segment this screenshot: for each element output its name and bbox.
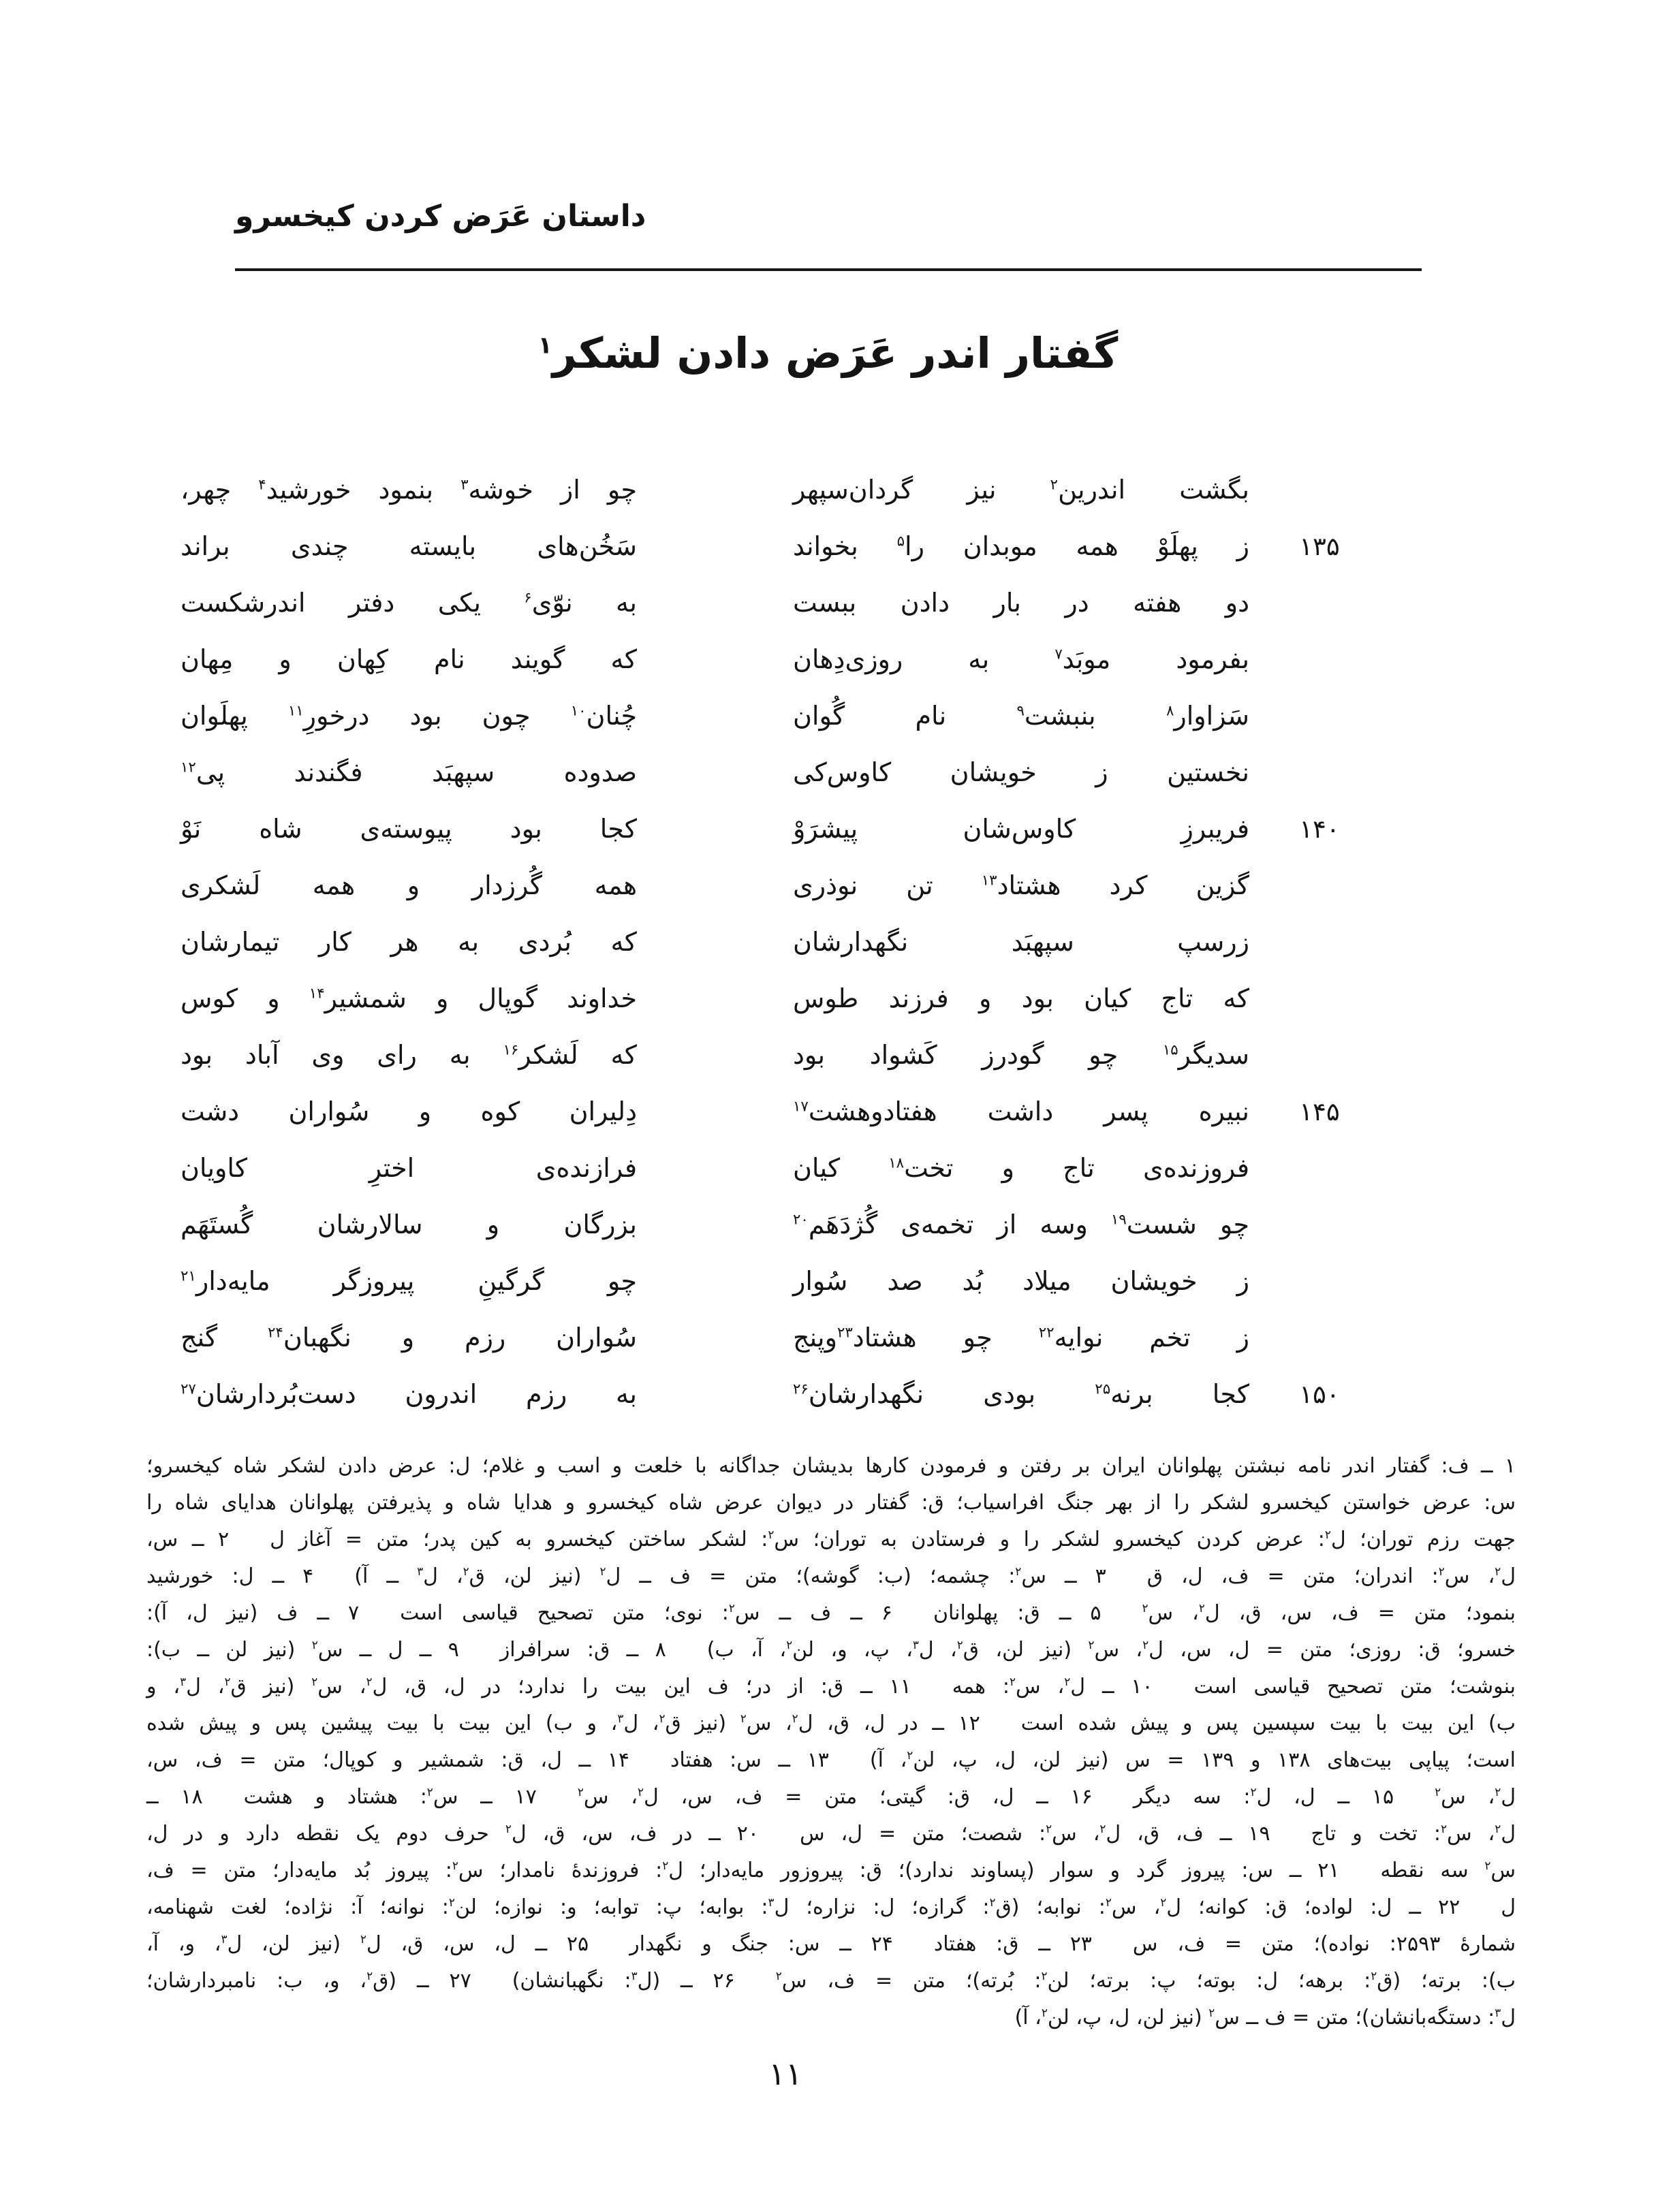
footnotes: [146, 1448, 1516, 2036]
verse-row: [0, 575, 1656, 631]
hemistich-right: نبیره پسر داشت هفتادوهشت$^{۱۷}$: [793, 1096, 1249, 1126]
verse-row: [0, 914, 1656, 970]
hemistich-left: فرازنده‌ی اخترِ کاویان: [181, 1153, 637, 1183]
hemistich-right: نخستین ز خویشان کاوس‌کی: [793, 757, 1249, 787]
verse-number: [1288, 914, 1351, 970]
footnote-line: بنوشت؛ متن تصحیح قیاسی است ۱۰ ــ ل$^۲$، س$^۲$: همه ۱۱ ــ ق: از در؛ ف این بیت را ندارد؛ در ل، ق، ل$^۲$، س$^۲$ (نیز ق$^۲$، ل$^۳$، و: [146, 1675, 1516, 1698]
hemistich-right: گزین کرد هشتاد$^{۱۳}$ تن نوذری: [793, 870, 1250, 900]
footnote-line: س: عرض خواستن کیخسرو لشکر را از بهر جنگ افراسیاب؛ ق: گفتار در دیوان عرض شاه کیخسرو و هدایا شاه و پذیرفتن پهلوانان هدایای شاه را: [146, 1491, 1516, 1515]
hemistich-right: ز پهلَوْ همه موبدان را$^۵$ بخواند: [793, 531, 1249, 561]
footnote-line: ل$^۳$: دستگه‌بانشان)؛ متن = ف ــ س$^۲$ (نیز لن، ل، پ، لن$^۲$، آ): [1014, 2006, 1516, 2029]
verse-row: [0, 688, 1656, 744]
footnote-line: س$^۲$ سه نقطه ۲۱ ــ س: پیروز گرد و سوار (پساوند ندارد)؛ ق: پیروزور مایه‌دار؛ ل$^۲$: فروزندهٔ نامدار؛ س$^۲$: پیروز بُد مایه‌دار؛ متن = ف،: [146, 1859, 1516, 1882]
verse-row: [0, 970, 1656, 1027]
hemistich-left: که لَشکر$^{۱۶}$ به رای وی آباد بود: [181, 1040, 637, 1070]
verse-row: [0, 518, 1656, 575]
running-header: داستان عَرَض کردن کیخسرو: [235, 199, 646, 234]
footnote-line: بنمود؛ متن = ف، س، ق، ل$^۲$، س$^۲$ ۵ ــ ق: پهلوانان ۶ ــ ف ــ س$^۲$: نوی؛ متن تصحیح قیاسی است ۷ ــ ف (نیز ل، آ):: [146, 1601, 1516, 1625]
verse-number: [1288, 1140, 1351, 1197]
hemistich-right: که تاج کیان بود و فرزند طوس: [793, 983, 1249, 1013]
verse-row: [0, 1084, 1656, 1140]
hemistich-right: ز خویشان میلاد بُد صد سُوار: [793, 1266, 1249, 1296]
hemistich-left: بزرگان و سالارشان گُستَهَم: [181, 1210, 637, 1239]
verse-row: [0, 631, 1656, 688]
hemistich-right: فروزنده‌ی تاج و تخت$^{۱۸}$ کیان: [793, 1153, 1249, 1183]
footnote-line: ب) این بیت با بیت سپسین پس و پیش شده است ۱۲ ــ در ل، ق، ل$^۲$، س$^۲$ (نیز ق$^۲$، ل$^۳$، و ب) این بیت با بیت پیشین پس و پیش شده: [146, 1711, 1516, 1735]
footnote-line: ل$^۲$، س$^۲$ ۱۵ ــ ل، ل$^۲$: سه دیگر ۱۶ ــ ل، ق: گیتی؛ متن = ف، س، ل$^۲$، س$^۲$ ۱۷ ــ س$^۲$: هشتاد و هشت ۱۸ ــ: [146, 1785, 1516, 1809]
verse-number: [1288, 744, 1351, 801]
hemistich-left: چو از خوشه$^۳$ بنمود خورشید$^۴$ چهر،: [181, 475, 637, 505]
hemistich-right: فریبرزِ کاوس‌شان پیشرَوْ: [793, 814, 1249, 844]
verse-number: ۱۳۵: [1299, 532, 1340, 561]
verse-row: [0, 462, 1656, 518]
hemistich-right: دو هفته در بار دادن ببست: [793, 588, 1249, 618]
hemistich-right: زرسپ سپهبَد نگهدارشان: [793, 927, 1249, 957]
verse-row: [0, 1140, 1656, 1197]
footnote-line: خسرو؛ ق: روزی؛ متن = ل، س، ل$^۲$، س$^۲$ (نیز لن، ق$^۲$، ل$^۳$، پ، و، لن$^۲$، آ، ب) ۸ ــ ق: سرافراز ۹ ــ ل ــ س$^۲$ (نیز لن ــ ب):: [146, 1638, 1516, 1662]
hemistich-right: چو شست$^{۱۹}$ وسه از تخمه‌ی گُژدَهَم$^{۲۰}$: [793, 1210, 1249, 1239]
verse-number: [1288, 462, 1351, 518]
footnote-line: ۱ ــ ف: گفتار اندر نامه نبشتن پهلوانان ایران بر رفتن و فرمودن کارها بدیشان جداگانه با خلعت و اسب و غلام؛ ل: عرض دادن لشکر شاه کیخسرو؛: [146, 1454, 1516, 1478]
verse-row: [0, 744, 1656, 801]
footnote-line: است؛ پیاپی بیت‌های ۱۳۸ و ۱۳۹ = س (نیز لن، ل، پ، لن$^۲$، آ) ۱۳ ــ س: هفتاد ۱۴ ــ ل، ق: شمشیر و کوپال؛ متن = ف، س،: [146, 1748, 1516, 1772]
verse-number: [1288, 1310, 1351, 1366]
hemistich-right: سدیگر$^{۱۵}$ چو گودرز کَشواد بود: [793, 1040, 1249, 1070]
hemistich-left: کجا بود پیوسته‌ی شاه نَوْ: [181, 814, 637, 844]
verse-number: [1288, 575, 1351, 631]
hemistich-right: سَزاوار$^۸$ بنبشت$^۹$ نام گُوان: [793, 701, 1249, 731]
hemistich-left: به رزم اندرون دست‌بُردارشان$^{۲۷}$: [181, 1379, 637, 1409]
hemistich-left: صدوده سپهبَد فگندند پی$^{۱۲}$: [181, 757, 637, 787]
verse-row: [0, 1310, 1656, 1366]
footnote-line: جهت رزم توران؛ ل$^۲$: عرض کردن کیخسرو لشکر را و فرستادن به توران؛ س$^۲$: لشکر ساختن کیخسرو به کین پدر؛ متن = آغاز ل ۲ ــ س،: [146, 1528, 1516, 1551]
hemistich-left: سَخُن‌های بایسته چندی براند: [181, 531, 637, 561]
verse-row: [0, 801, 1656, 857]
footnote-line: ب): برته؛ (ق$^۲$: برهه؛ ل: بوته؛ پ: برته؛ لن$^۲$: بُرته)؛ متن = ف، س$^۲$ ۲۶ ــ (ل$^۳$: نگهبانشان) ۲۷ ــ (ق$^۲$، و، ب: نامبردارشان؛: [146, 1969, 1516, 1993]
verse-row: [0, 1253, 1656, 1310]
verse-number: [1288, 1253, 1351, 1310]
verse-row: [0, 1366, 1656, 1423]
footnote-line: شمارهٔ ۲۵۹۳: نواده)؛ متن = ف، س ۲۳ ــ ق: هفتاد ۲۴ ــ س: جنگ و نگهدار ۲۵ ــ ل، س، ق، ل$^۲$ (نیز لن، ل$^۳$، و، آ،: [146, 1932, 1516, 1956]
verse-row: [0, 1197, 1656, 1253]
footnote-line: ل$^۲$، س$^۲$: اندران؛ متن = ف، ل، ق ۳ ــ س$^۲$: چشمه؛ (ب: گوشه)؛ متن = ف ــ ل$^۲$ (نیز لن، ق$^۲$، ل$^۳$ ــ آ) ۴ ــ ل: خورشید: [146, 1564, 1516, 1588]
page-number: ۱۱: [768, 2055, 802, 2092]
hemistich-right: ز تخم نوایه$^{۲۲}$ چو هشتاد$^{۲۳}$وپنج: [793, 1323, 1249, 1353]
hemistich-left: که بُردی به هر کار تیمارشان: [181, 927, 637, 957]
header-rule: [235, 268, 1422, 271]
verse-number: ۱۴۰: [1299, 815, 1340, 844]
verse-number: [1288, 688, 1351, 744]
hemistich-right: کجا برنه$^{۲۵}$ بودی نگهدارشان$^{۲۶}$: [793, 1379, 1249, 1409]
hemistich-left: به نوّی$^۶$ یکی دفتر اندرشکست: [181, 588, 637, 618]
verse-number: [1288, 1197, 1351, 1253]
hemistich-left: چو گرگینِ پیروزگر مایه‌دار$^{۲۱}$: [181, 1266, 637, 1296]
footnote-line: ل ۲۲ ــ ل: لواده؛ ق: کوانه؛ ل$^۲$، س$^۲$: نوابه؛ (ق$^۲$: گرازه؛ ل: نزاره؛ ل$^۳$: بوابه؛ پ: توابه؛ و: نوازه؛ لن$^۲$: نوانه؛ آ: نژاده؛ لغت شهنامه،: [146, 1895, 1516, 1919]
poem-block: [0, 462, 1656, 1423]
verse-number: ۱۵۰: [1299, 1380, 1340, 1409]
hemistich-right: بفرمود موبَد$^۷$ به روزی‌دِهان: [793, 644, 1249, 674]
verse-number: [1288, 1027, 1351, 1084]
hemistich-left: که گویند نام کِهان و مِهان: [181, 644, 637, 674]
footnote-line: ل$^۲$، س$^۲$: تخت و تاج ۱۹ ــ ف، ق، ل$^۲$، س$^۲$: شصت؛ متن = ل، س ۲۰ ــ در ف، س، ق، ل$^۲$ حرف دوم یک نقطه دارد و در ل،: [146, 1822, 1516, 1846]
verse-number: [1288, 631, 1351, 688]
verse-number: [1288, 970, 1351, 1027]
hemistich-left: چُنان$^{۱۰}$ چون بود درخورِ$^{۱۱}$ پهلَوان: [181, 701, 637, 731]
hemistich-right: بگشت اندرین$^۲$ نیز گردان‌سپهر: [793, 475, 1249, 505]
verse-row: [0, 857, 1656, 914]
section-title: گفتار اندر عَرَض دادن لشکر$^۱$: [537, 328, 1119, 378]
hemistich-left: همه گُرزدار و همه لَشکری: [181, 870, 637, 900]
verse-number: ۱۴۵: [1299, 1097, 1340, 1126]
hemistich-left: خداوند گوپال و شمشیر$^{۱۴}$ و کوس: [181, 983, 637, 1013]
hemistich-left: سُواران رزم و نگهبان$^{۲۴}$ گنج: [181, 1323, 638, 1353]
verse-row: [0, 1027, 1656, 1084]
verse-number: [1288, 857, 1351, 914]
hemistich-left: دِلیران کوه و سُواران دشت: [181, 1096, 637, 1126]
